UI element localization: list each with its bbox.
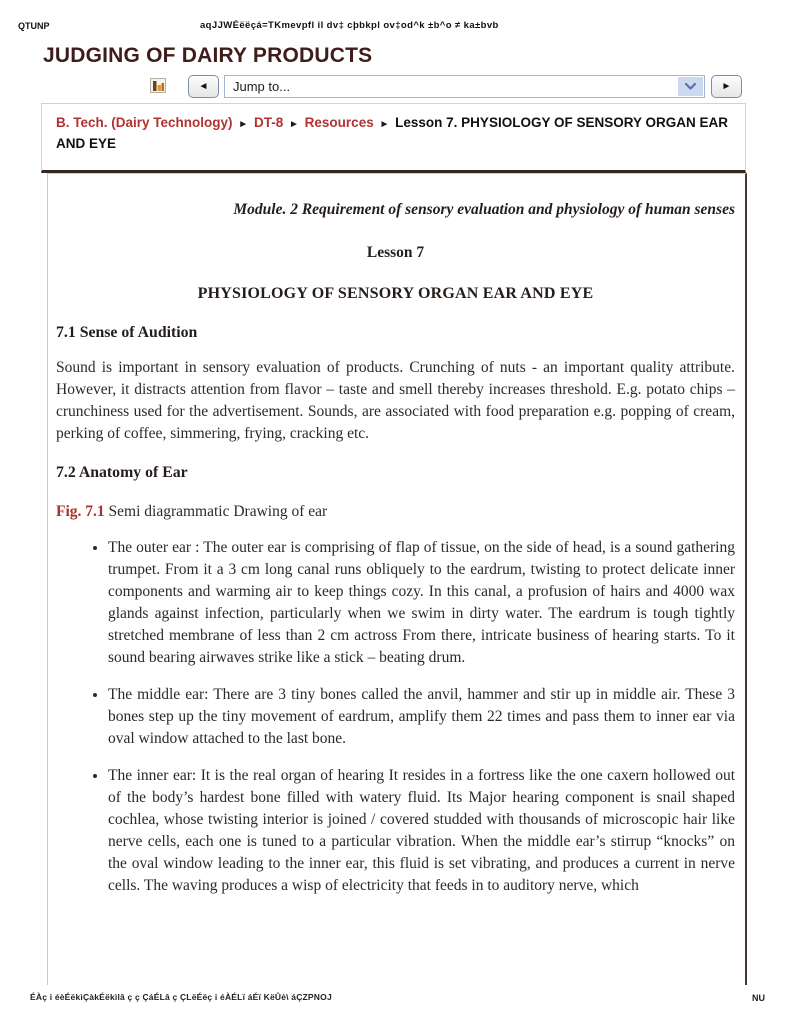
figure-caption	[56, 501, 735, 523]
module-heading: Module. 2 Requirement of sensory evaluation and physiology of human senses	[233, 201, 735, 218]
breadcrumb-separator-icon: ►	[289, 119, 299, 130]
select-chevron-zone[interactable]	[678, 77, 703, 96]
list-item-outer-ear: • The outer ear : The outer ear is comprising of flap of tissue, on the side of head, is a sound gathering trumpet. From it a 3 cm long canal runs obliquely to the eardrum, twisting to protect delicate inner components and warming air to keep things cozy. In this canal, a profusion of hairs and 4000 wax glands against infection, particularly when we swim in dirty water. The eardrum is tough tightly stretched membrane of less than 2 cm actross From there, intricate business of hearing starts. To it sound bearing airwaves strike like a stick – beating drum.	[108, 537, 735, 669]
forward-button[interactable]	[711, 75, 742, 98]
bar-chart-icon	[150, 78, 166, 93]
figure-label: Fig. 7.1	[56, 503, 105, 520]
section-7-1-heading: 7.1 Sense of Audition	[56, 324, 198, 341]
list-item-inner-ear: • The inner ear: It is the real organ of hearing It resides in a fortress like the one caxern hollowed out of the body’s hardest bone filled with watery fluid. Its Major hearing component is snail shaped cochlea, whose twisting interior is joined / covered studded with thousands of microscopic hair like nerve cells, each one is tuned to a particular vibration. When the middle ear’s stirrup “knocks” on the oval window leading to the inner ear, this fluid is set vibrating, and produces a current in nerve cells. The waving produces a wisp of electricity that feeds in to auditory nerve, which	[108, 765, 735, 897]
breadcrumb-link-dt8[interactable]: DT-8	[253, 115, 284, 130]
jump-to-select[interactable]	[224, 75, 705, 98]
breadcrumb-current-page: Lesson 7. PHYSIOLOGY OF SENSORY ORGAN EAR AND EYE	[56, 115, 728, 151]
ear-anatomy-list	[56, 537, 735, 897]
chevron-down-icon	[685, 83, 696, 90]
breadcrumb-separator-icon: ►	[238, 119, 249, 130]
breadcrumb-separator-icon: ►	[379, 119, 390, 130]
print-header-date: QTUNP	[18, 21, 50, 31]
page-title: JUDGING OF DAIRY PRODUCTS	[43, 44, 373, 67]
lesson-title: PHYSIOLOGY OF SENSORY ORGAN EAR AND EYE	[197, 285, 594, 302]
jump-to-selected-value: Jump to...	[233, 79, 291, 94]
list-item-middle-ear: • The middle ear: There are 3 tiny bones called the anvil, hammer and stir up in middle air. These 3 bones step up the tiny movement of eardrum, amplify them 22 times and pass them to inner ear via oval window attached to the last bone.	[108, 684, 735, 750]
section-7-1-paragraph: Sound is important in sensory evaluation of products. Crunching of nuts - an important quality attribute. However, it distracts attention from flavor – taste and smell thereby increases threshold. E.g. potato chips – crunchiness used for the advertisement. Sounds, are associated with food preparation e.g. popping of cream, perking of coffee, simmering, frying, cracking etc.	[56, 359, 735, 442]
forward-arrow-icon: ►	[721, 81, 732, 92]
lesson-number: Lesson 7	[366, 244, 425, 261]
breadcrumb-link-course[interactable]: B. Tech. (Dairy Technology)	[56, 115, 233, 130]
back-arrow-icon: ◄	[198, 81, 209, 92]
print-footer-url: ÉÀç i éèÉëkìÇàkÉëkìlâ ç ç ÇáÉLâ ç ÇLëÉëç i éÀÉLï áÉï KëÛè\ áÇZPNOJ	[30, 992, 332, 1002]
print-header-title: aqJJWÉëëçá=TKmevpfl il dv‡ cþbkpl ov‡od^k ±b^o ≠ ka±bvb	[200, 20, 499, 31]
toolbar	[0, 74, 791, 100]
breadcrumb-link-resources[interactable]: Resources	[304, 115, 374, 130]
back-button[interactable]	[188, 75, 219, 98]
lesson-content	[47, 173, 747, 985]
breadcrumb	[41, 103, 746, 173]
section-7-2-heading: 7.2 Anatomy of Ear	[56, 464, 188, 481]
print-footer-page-number: NU	[752, 993, 765, 1003]
figure-caption-text: Semi diagrammatic Drawing of ear	[108, 503, 328, 520]
